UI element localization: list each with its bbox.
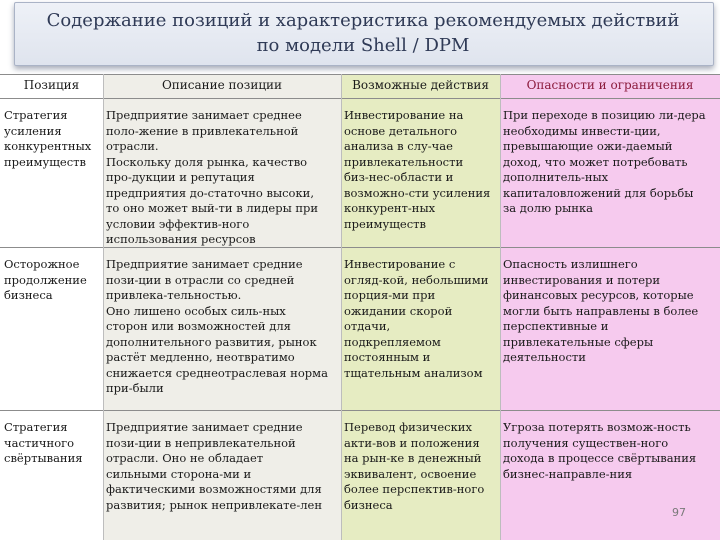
row-2-risks: Опасность излишнего инвестирования и потери финансовых ресурсов, которые могли быть направлены в более перспективные и привлекательные сферы деятельности xyxy=(500,248,720,410)
table-top-border xyxy=(0,74,720,75)
column-divider xyxy=(103,74,104,540)
header-divider xyxy=(0,98,720,99)
header-actions: Возможные действия xyxy=(341,74,500,98)
row-divider xyxy=(0,410,720,411)
row-1-risks: При переходе в позицию ли-дера необходимы инвести-ции, превышающие ожи-даемый доход, что может потребовать дополнитель-ных капиталовложений для борьбы за долю рынка xyxy=(500,99,720,247)
row-3-position: Стратегия частичного свёртывания xyxy=(0,411,103,540)
row-3-actions: Перевод физических акти-вов и положения на рын-ке в денежный эквивалент, освоение более перспектив-ного бизнеса xyxy=(341,411,500,540)
slide-title-line-1: Содержание позиций и характеристика рекомендуемых действий xyxy=(46,10,680,31)
row-3-risks: Угроза потерять возмож-ность получения существен-ного дохода в процессе свёртывания бизнес-направле-ния xyxy=(500,411,720,540)
row-2-description: Предприятие занимает средние пози-ции в отрасли со средней привлека-тельностью. Оно лишено особых силь-ных сторон или возможностей для дополнительного развития, рынок растёт медленно, неотвратимо снижается среднеотраслевая норма при-были xyxy=(103,248,341,410)
page-number: 97 xyxy=(672,506,686,519)
row-1-actions: Инвестирование на основе детального анализа в слу-чае привлекательности биз-нес-области и возможно-сти усиления конкурент-ных преимуществ xyxy=(341,99,500,247)
header-position: Позиция xyxy=(0,74,103,98)
row-2-position: Осторожное продолжение бизнеса xyxy=(0,248,103,410)
row-1-position: Стратегия усиления конкурентных преимуществ xyxy=(0,99,103,247)
header-description: Описание позиции xyxy=(103,74,341,98)
column-divider xyxy=(500,74,501,540)
row-3-description: Предприятие занимает средние пози-ции в непривлекательной отрасли. Оно не обладает сильными сторона-ми и фактическими возможностями для развития; рынок непривлекате-лен xyxy=(103,411,341,540)
header-risks: Опасности и ограничения xyxy=(500,74,720,98)
column-divider xyxy=(341,74,342,540)
row-divider xyxy=(0,247,720,248)
row-1-description: Предприятие занимает среднее поло-жение в привлекательной отрасли. Поскольку доля рынка, качество про-дукции и репутация предприятия до-статочно высоки, то оно может вый-ти в лидеры при условии эффектив-ного использования ресурсов xyxy=(103,99,341,247)
row-2-actions: Инвестирование с огляд-кой, небольшими порция-ми при ожидании скорой отдачи, подкрепляемом постоянным и тщательным анализом xyxy=(341,248,500,410)
slide-title-line-2: по модели Shell / DPM xyxy=(256,35,470,56)
